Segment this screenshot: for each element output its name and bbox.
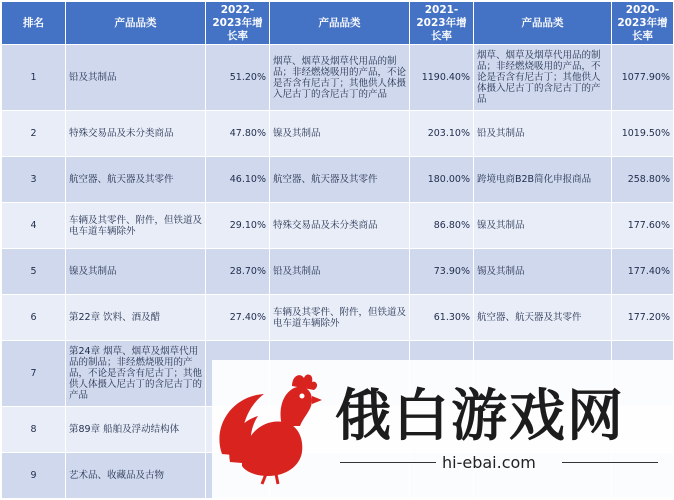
rank-cell: 7 [2,341,66,407]
table-row [2,203,674,249]
header-growth-2022-2023: 2022-2023年增长率 [206,2,270,45]
growth-cell: 27.40% [206,295,270,341]
category-cell: 车辆及其零件、附件，但铁道及电车道车辆除外 [66,203,206,249]
rank-cell: 9 [2,453,66,499]
table-row [2,249,674,295]
watermark-right-rule [562,462,658,463]
growth-cell: 177.40% [612,249,674,295]
category-cell: 航空器、航天器及其零件 [66,157,206,203]
growth-cell: 1077.90% [612,45,674,111]
category-cell: 镍及其制品 [270,111,410,157]
header-rank: 排名 [2,2,66,45]
table-row [2,111,674,157]
category-cell: 航空器、航天器及其零件 [270,157,410,203]
growth-cell: 73.90% [410,249,474,295]
category-cell: 铅及其制品 [474,111,612,157]
rank-cell: 6 [2,295,66,341]
header-category-2020: 产品品类 [474,2,612,45]
header-growth-2020-2023: 2020-2023年增长率 [612,2,674,45]
table-row [2,157,674,203]
rank-cell: 5 [2,249,66,295]
header-growth-2021-2023: 2021-2023年增长率 [410,2,474,45]
growth-cell: 1019.50% [612,111,674,157]
growth-cell: 177.60% [612,203,674,249]
category-cell: 特殊交易品及未分类商品 [66,111,206,157]
category-cell: 航空器、航天器及其零件 [474,295,612,341]
table-row [2,45,674,111]
category-cell: 镍及其制品 [66,249,206,295]
rank-cell: 4 [2,203,66,249]
category-cell: 铅及其制品 [270,249,410,295]
table-header-row [2,2,674,45]
category-cell: 特殊交易品及未分类商品 [270,203,410,249]
watermark-site-name: 俄白游戏网 [335,383,625,449]
watermark-left-rule [340,462,436,463]
growth-cell: 47.80% [206,111,270,157]
category-cell: 烟草、烟草及烟草代用品的制品；非经燃烧吸用的产品，不论是否含有尼古丁；其他供人体摄入尼古丁的含尼古丁的产品 [270,45,410,111]
category-cell: 车辆及其零件、附件，但铁道及电车道车辆除外 [270,295,410,341]
site-watermark [212,360,674,500]
rooster-logo-icon [212,366,324,486]
growth-cell: 46.10% [206,157,270,203]
category-cell: 铅及其制品 [66,45,206,111]
header-category-2021: 产品品类 [270,2,410,45]
growth-cell: 177.20% [612,295,674,341]
growth-cell: 51.20% [206,45,270,111]
growth-cell: 28.70% [206,249,270,295]
growth-cell: 1190.40% [410,45,474,111]
growth-cell: 61.30% [410,295,474,341]
rank-cell: 1 [2,45,66,111]
header-category-2022: 产品品类 [66,2,206,45]
category-cell: 艺术品、收藏品及古物 [66,453,206,499]
growth-cell: 29.10% [206,203,270,249]
category-cell: 烟草、烟草及烟草代用品的制品；非经燃烧吸用的产品，不论是否含有尼古丁；其他供人体摄入尼古丁的含尼古丁的产品 [474,45,612,111]
table-row [2,295,674,341]
growth-cell: 86.80% [410,203,474,249]
rank-cell: 3 [2,157,66,203]
watermark-url: hi-ebai.com [442,453,536,472]
growth-cell: 180.00% [410,157,474,203]
category-cell: 第24章 烟草、烟草及烟草代用品的制品；非经燃烧吸用的产品，不论是否含有尼古丁；其他供人体摄入尼古丁的含尼古丁的产品 [66,341,206,407]
growth-cell: 258.80% [612,157,674,203]
category-cell: 锡及其制品 [474,249,612,295]
category-cell: 第89章 船舶及浮动结构体 [66,407,206,453]
category-cell: 跨境电商B2B简化申报商品 [474,157,612,203]
growth-cell: 203.10% [410,111,474,157]
category-cell: 第22章 饮料、酒及醋 [66,295,206,341]
category-cell: 镍及其制品 [474,203,612,249]
rank-cell: 2 [2,111,66,157]
rank-cell: 8 [2,407,66,453]
